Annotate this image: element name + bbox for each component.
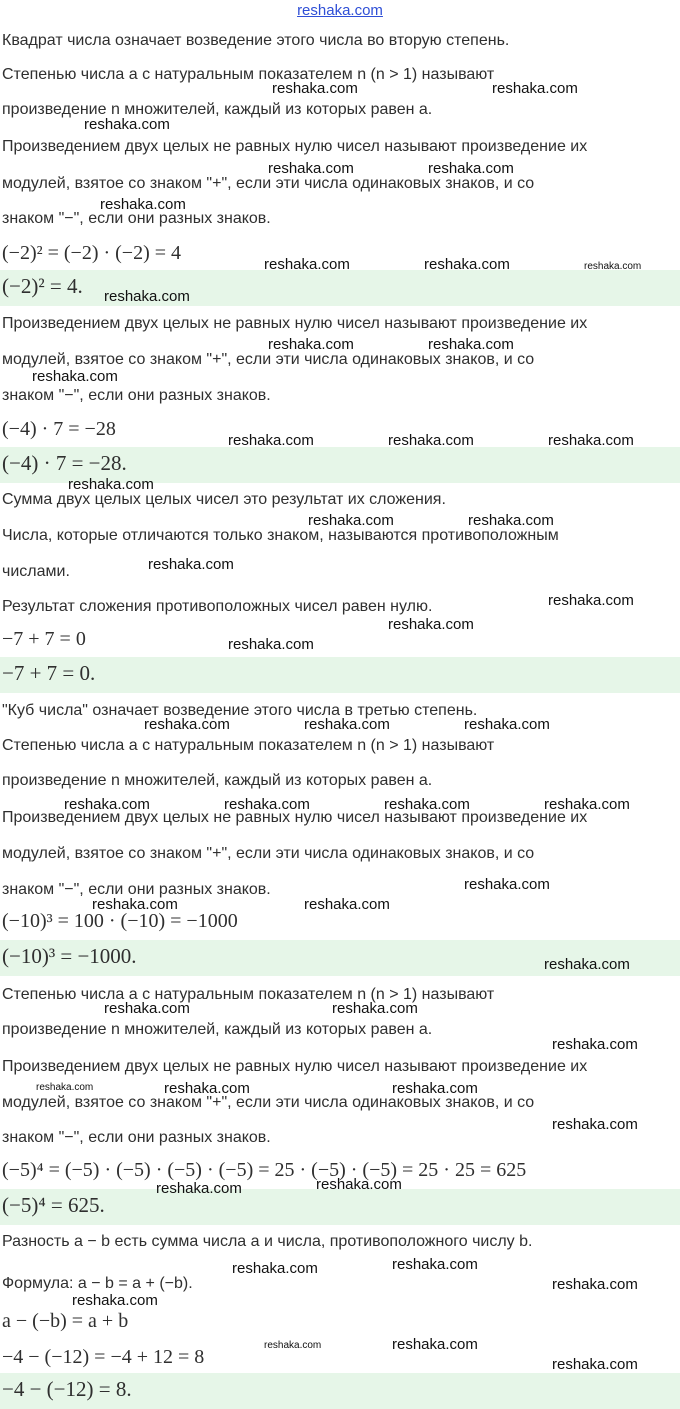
watermark-text: reshaka.com bbox=[332, 1000, 418, 1017]
text-line: модулей, взятое со знаком "+", если эти числа одинаковых знаков, и со bbox=[2, 351, 535, 368]
watermark-text: reshaka.com bbox=[464, 876, 550, 893]
answer-row bbox=[0, 270, 680, 306]
text-line: произведение n множителей, каждый из которых равен a. bbox=[2, 772, 433, 789]
watermark-text: reshaka.com bbox=[424, 256, 510, 273]
watermark-text: reshaka.com bbox=[584, 261, 642, 272]
watermark-text: reshaka.com bbox=[68, 476, 154, 493]
text-line: Степенью числа a с натуральным показателем n (n > 1) называют bbox=[2, 737, 495, 754]
watermark-text: reshaka.com bbox=[304, 716, 390, 733]
watermark-text: reshaka.com bbox=[64, 796, 150, 813]
watermark-text: reshaka.com bbox=[100, 196, 186, 213]
formula-line: a − (−b) = a + b bbox=[2, 1310, 129, 1332]
answer-formula: (−2)² = 4. bbox=[2, 274, 83, 298]
watermark-text: reshaka.com bbox=[492, 80, 578, 97]
watermark-text: reshaka.com bbox=[544, 796, 630, 813]
text-line: знаком "−", если они разных знаков. bbox=[2, 1129, 271, 1146]
text-line: Разность a − b есть сумма числа a и числа, противоположного числу b. bbox=[2, 1233, 533, 1250]
text-line: Числа, которые отличаются только знаком, называются противоположным bbox=[2, 527, 559, 544]
text-line: модулей, взятое со знаком "+", если эти числа одинаковых знаков, и со bbox=[2, 1094, 535, 1111]
watermark-text: reshaka.com bbox=[72, 1292, 158, 1309]
formula-line: −4 − (−12) = −4 + 12 = 8 bbox=[2, 1346, 205, 1368]
header bbox=[0, 0, 680, 20]
watermark-text: reshaka.com bbox=[264, 1340, 322, 1351]
text-line: произведение n множителей, каждый из которых равен a. bbox=[2, 101, 433, 118]
answer-formula: (−5)⁴ = 625. bbox=[2, 1193, 105, 1217]
text-line: Произведением двух целых не равных нулю чисел называют произведение их bbox=[2, 1058, 588, 1075]
watermark-text: reshaka.com bbox=[468, 512, 554, 529]
watermark-text: reshaka.com bbox=[308, 512, 394, 529]
watermark-text: reshaka.com bbox=[552, 1036, 638, 1053]
watermark-text: reshaka.com bbox=[32, 368, 118, 385]
answer-formula: −4 − (−12) = 8. bbox=[2, 1377, 132, 1401]
watermark-text: reshaka.com bbox=[104, 288, 190, 305]
watermark-text: reshaka.com bbox=[388, 616, 474, 633]
site-link[interactable]: reshaka.com bbox=[297, 2, 383, 19]
answer-formula: (−4) · 7 = −28. bbox=[2, 451, 127, 475]
watermark-text: reshaka.com bbox=[84, 116, 170, 133]
text-line: Результат сложения противоположных чисел равен нулю. bbox=[2, 598, 433, 615]
answer-row bbox=[0, 1373, 680, 1409]
answer-formula: −7 + 7 = 0. bbox=[2, 661, 96, 685]
watermark-text: reshaka.com bbox=[228, 432, 314, 449]
watermark-text: reshaka.com bbox=[552, 1356, 638, 1373]
watermark-text: reshaka.com bbox=[36, 1082, 94, 1093]
watermark-text: reshaka.com bbox=[428, 336, 514, 353]
watermark-text: reshaka.com bbox=[224, 796, 310, 813]
text-line: Квадрат числа означает возведение этого числа во вторую степень. bbox=[2, 32, 510, 49]
watermark-text: reshaka.com bbox=[272, 80, 358, 97]
watermark-text: reshaka.com bbox=[156, 1180, 242, 1197]
watermark-text: reshaka.com bbox=[392, 1256, 478, 1273]
watermark-text: reshaka.com bbox=[388, 432, 474, 449]
text-line: Произведением двух целых не равных нулю чисел называют произведение их bbox=[2, 809, 588, 826]
text-line: Сумма двух целых целых чисел это результат их сложения. bbox=[2, 491, 446, 508]
watermark-text: reshaka.com bbox=[464, 716, 550, 733]
text-line: знаком "−", если они разных знаков. bbox=[2, 210, 271, 227]
text-line: модулей, взятое со знаком "+", если эти числа одинаковых знаков, и со bbox=[2, 845, 535, 862]
watermark-text: reshaka.com bbox=[552, 1116, 638, 1133]
watermark-text: reshaka.com bbox=[144, 716, 230, 733]
watermark-text: reshaka.com bbox=[304, 896, 390, 913]
watermark-text: reshaka.com bbox=[228, 636, 314, 653]
watermark-text: reshaka.com bbox=[92, 896, 178, 913]
watermark-text: reshaka.com bbox=[392, 1336, 478, 1353]
text-line: числами. bbox=[2, 563, 70, 580]
answer-row bbox=[0, 1189, 680, 1225]
watermark-text: reshaka.com bbox=[264, 256, 350, 273]
text-line: Произведением двух целых не равных нулю чисел называют произведение их bbox=[2, 138, 588, 155]
text-line: Степенью числа a с натуральным показателем n (n > 1) называют bbox=[2, 66, 495, 83]
answer-row bbox=[0, 657, 680, 693]
watermark-text: reshaka.com bbox=[548, 592, 634, 609]
watermark-text: reshaka.com bbox=[148, 556, 234, 573]
watermark-text: reshaka.com bbox=[384, 796, 470, 813]
text-line: "Куб числа" означает возведение этого числа в третью степень. bbox=[2, 702, 478, 719]
watermark-text: reshaka.com bbox=[104, 1000, 190, 1017]
formula-line: (−5)⁴ = (−5) · (−5) · (−5) · (−5) = 25 · (−5) · (−5) = 25 · 25 = 625 bbox=[2, 1159, 527, 1181]
watermark-text: reshaka.com bbox=[268, 160, 354, 177]
text-line: знаком "−", если они разных знаков. bbox=[2, 881, 271, 898]
watermark-text: reshaka.com bbox=[392, 1080, 478, 1097]
watermark-text: reshaka.com bbox=[428, 160, 514, 177]
text-line: Степенью числа a с натуральным показателем n (n > 1) называют bbox=[2, 986, 495, 1003]
formula-line: (−10)³ = 100 · (−10) = −1000 bbox=[2, 910, 238, 932]
watermark-text: reshaka.com bbox=[268, 336, 354, 353]
watermark-text: reshaka.com bbox=[232, 1260, 318, 1277]
watermark-text: reshaka.com bbox=[552, 1276, 638, 1293]
formula-line: (−4) · 7 = −28 bbox=[2, 418, 116, 440]
watermark-text: reshaka.com bbox=[316, 1176, 402, 1193]
text-line: модулей, взятое со знаком "+", если эти числа одинаковых знаков, и со bbox=[2, 175, 535, 192]
text-line: знаком "−", если они разных знаков. bbox=[2, 387, 271, 404]
formula-line: −7 + 7 = 0 bbox=[2, 628, 86, 650]
answer-formula: (−10)³ = −1000. bbox=[2, 944, 137, 968]
text-line: произведение n множителей, каждый из которых равен a. bbox=[2, 1021, 433, 1038]
watermark-text: reshaka.com bbox=[164, 1080, 250, 1097]
text-line: Формула: a − b = a + (−b). bbox=[2, 1275, 193, 1292]
watermark-text: reshaka.com bbox=[548, 432, 634, 449]
watermark-text: reshaka.com bbox=[544, 956, 630, 973]
text-line: Произведением двух целых не равных нулю чисел называют произведение их bbox=[2, 315, 588, 332]
formula-line: (−2)² = (−2) · (−2) = 4 bbox=[2, 242, 182, 264]
